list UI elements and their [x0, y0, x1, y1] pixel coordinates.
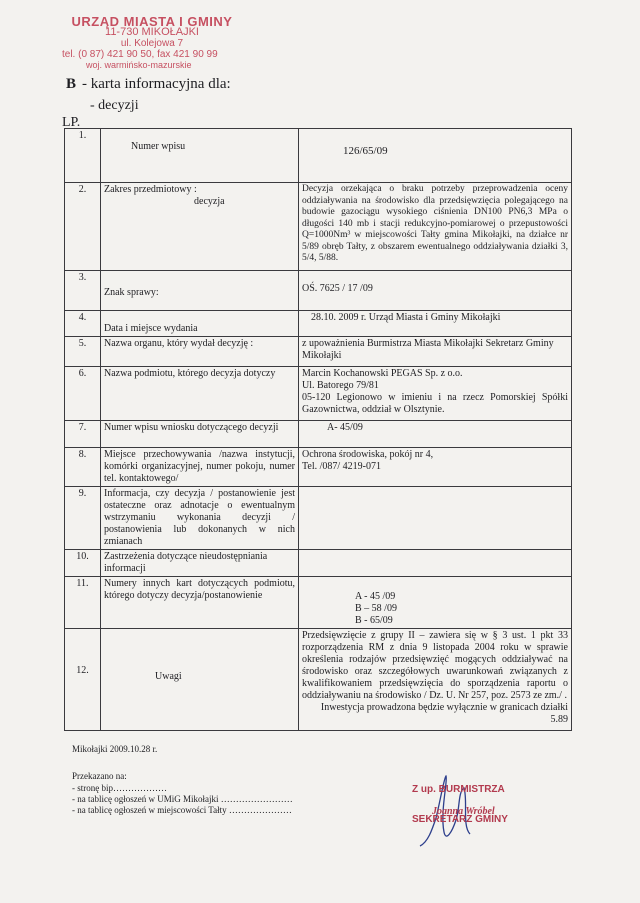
- row-value-line: 05-120 Legionowo w imieniu i na rzecz Pomorskiej Spółki Gazownictwa, oddział w Olsztynie.: [302, 392, 568, 415]
- row-value: [299, 577, 572, 629]
- transfer-item: - na tablicę ogłoszeń w UMiG Mikołajki ……………………: [72, 794, 293, 804]
- row-value: [299, 550, 572, 577]
- table-row: [65, 421, 572, 448]
- stamp-line-4: tel. (0 87) 421 90 50, fax 421 90 99: [62, 49, 218, 60]
- stamp-line-1: URZĄD MIASTA I GMINY: [71, 14, 233, 29]
- signature-stamp: [410, 772, 570, 842]
- row-label: Data i miejsce wydania: [101, 311, 299, 337]
- document-heading: [66, 76, 366, 93]
- row-value-line: A - 45 /09: [355, 591, 396, 602]
- row-value: z upoważnienia Burmistrza Miasta Mikołajki Sekretarz Gminy Mikołajki: [299, 337, 572, 367]
- row-value-line: Tel. /087/ 4219-071: [302, 461, 382, 472]
- stamp-line-5: woj. warmińsko-mazurskie: [86, 60, 192, 70]
- row-number: 1.: [65, 129, 101, 183]
- heading-title: - karta informacyjna dla:: [82, 76, 231, 92]
- table-row: [65, 448, 572, 487]
- row-label: Nazwa podmiotu, którego decyzja dotyczy: [101, 367, 299, 421]
- row-value-text: Przedsięwzięcie z grupy II – zawiera się w § 3 ust. 1 pkt 33 rozporządzenia RM z dnia 9 listopada 2004 roku w sprawie określenia rodzajów przedsięwzięć mogących oddziaływać na środowisko oraz szczegółowych uwarunkowań związanych z kwalifikowaniem przedsięwzięcia do sporządzenia raportu o oddziaływaniu na środowisko / Dz. U. Nr 257, poz. 2573 ze zm./ .: [302, 630, 568, 701]
- row-label: Numery innych kart dotyczących podmiotu, którego dotyczy decyzja/postanowienie: [101, 577, 299, 629]
- row-label: Uwagi: [101, 629, 299, 731]
- row-label: [101, 183, 299, 271]
- row-value: Decyzja orzekająca o braku potrzeby przeprowadzenia oceny oddziaływania na środowisko dla przedsięwzięcia polegającego na budowie gazociągu wysokiego ciśnienia DN100 PN6,3 MPa o długości 140 mb i stacji redukcyjno-pomiarowej o przepustowości Q=1000Nm³ w miejscowości Tałty gmina Mikołajki, na działce nr 5/89 obręb Tałty, z obszarem ewentualnego oddziaływania działki 3, 5/4, 5/88.: [299, 183, 572, 271]
- row-number: 7.: [65, 421, 101, 448]
- row-number: 11.: [65, 577, 101, 629]
- stamp-line-3: ul. Kolejowa 7: [120, 38, 184, 49]
- row-number: 2.: [65, 183, 101, 271]
- row-value: [299, 629, 572, 731]
- row-number: 6.: [65, 367, 101, 421]
- row-value-line: Ul. Batorego 79/81: [302, 380, 379, 391]
- row-value: A- 45/09: [299, 421, 572, 448]
- row-number: 4.: [65, 311, 101, 337]
- transfer-label: Przekazano na:: [72, 771, 127, 781]
- table-row: [65, 311, 572, 337]
- row-value-line: Ochrona środowiska, pokój nr 4,: [302, 449, 434, 460]
- row-label-b: decyzja: [194, 196, 225, 207]
- row-label: Nazwa organu, który wydał decyzję :: [101, 337, 299, 367]
- row-value: 126/65/09: [299, 129, 572, 183]
- row-value: OŚ. 7625 / 17 /09: [299, 271, 572, 311]
- table-row: [65, 129, 572, 183]
- place-date: Mikołajki 2009.10.28 r.: [72, 744, 158, 754]
- row-label: Miejsce przechowywania /nazwa instytucji, komórki organizacyjnej, numer pokoju, numer tel. kontaktowego/: [101, 448, 299, 487]
- row-value: 28.10. 2009 r. Urząd Miasta i Gminy Mikołajki: [299, 311, 572, 337]
- information-card-table: [64, 128, 572, 731]
- row-number: 10.: [65, 550, 101, 577]
- stamp-line-2: 11-730 MIKOŁAJKI: [105, 26, 199, 38]
- document-subheading: - decyzji: [90, 98, 139, 113]
- transfer-item: - na tablicę ogłoszeń w miejscowości Tałty …………………: [72, 805, 292, 815]
- heading-letter: B: [66, 76, 77, 92]
- transfer-item: - stronę bip………………: [72, 783, 167, 793]
- row-number: 3.: [65, 271, 101, 311]
- row-value: [299, 487, 572, 550]
- row-label: Zastrzeżenia dotyczące nieudostępniania informacji: [101, 550, 299, 577]
- row-value-line: Marcin Kochanowski PEGAS Sp. z o.o.: [302, 368, 463, 379]
- table-row: [65, 183, 572, 271]
- office-stamp: [62, 16, 242, 71]
- row-value-line: B - 65/09: [355, 615, 393, 626]
- table-row: [65, 487, 572, 550]
- row-label: Numer wpisu wniosku dotyczącego decyzji: [101, 421, 299, 448]
- table-row: [65, 271, 572, 311]
- row-value: [299, 367, 572, 421]
- row-number: 12.: [65, 629, 101, 731]
- table-row: [65, 577, 572, 629]
- signature-line-1: Z up. BURMISTRZA: [412, 784, 505, 795]
- row-label-a: Zakres przedmiotowy :: [104, 184, 197, 195]
- row-label: Numer wpisu: [101, 129, 299, 183]
- row-value-line: B – 58 /09: [355, 603, 397, 614]
- signature-line-3: SEKRETARZ GMINY: [412, 814, 508, 825]
- row-label: Informacja, czy decyzja / postanowienie jest ostateczne oraz adnotacje o ewentualnym wstrzymaniu wykonania decyzji / postanowienia lub dokonanych w nich zmianach: [101, 487, 299, 550]
- table-row: [65, 629, 572, 731]
- lp-label: LP.: [62, 115, 81, 130]
- table-row: [65, 367, 572, 421]
- table-row: [65, 550, 572, 577]
- row-number: 5.: [65, 337, 101, 367]
- row-value-text-2: Inwestycja prowadzona będzie wyłącznie w granicach działki 5.89: [320, 702, 568, 725]
- signature-line-2: Joanna Wróbel: [432, 806, 495, 817]
- table-row: [65, 337, 572, 367]
- row-value: [299, 448, 572, 487]
- row-label: Znak sprawy:: [101, 271, 299, 311]
- row-number: 8.: [65, 448, 101, 487]
- row-number: 9.: [65, 487, 101, 550]
